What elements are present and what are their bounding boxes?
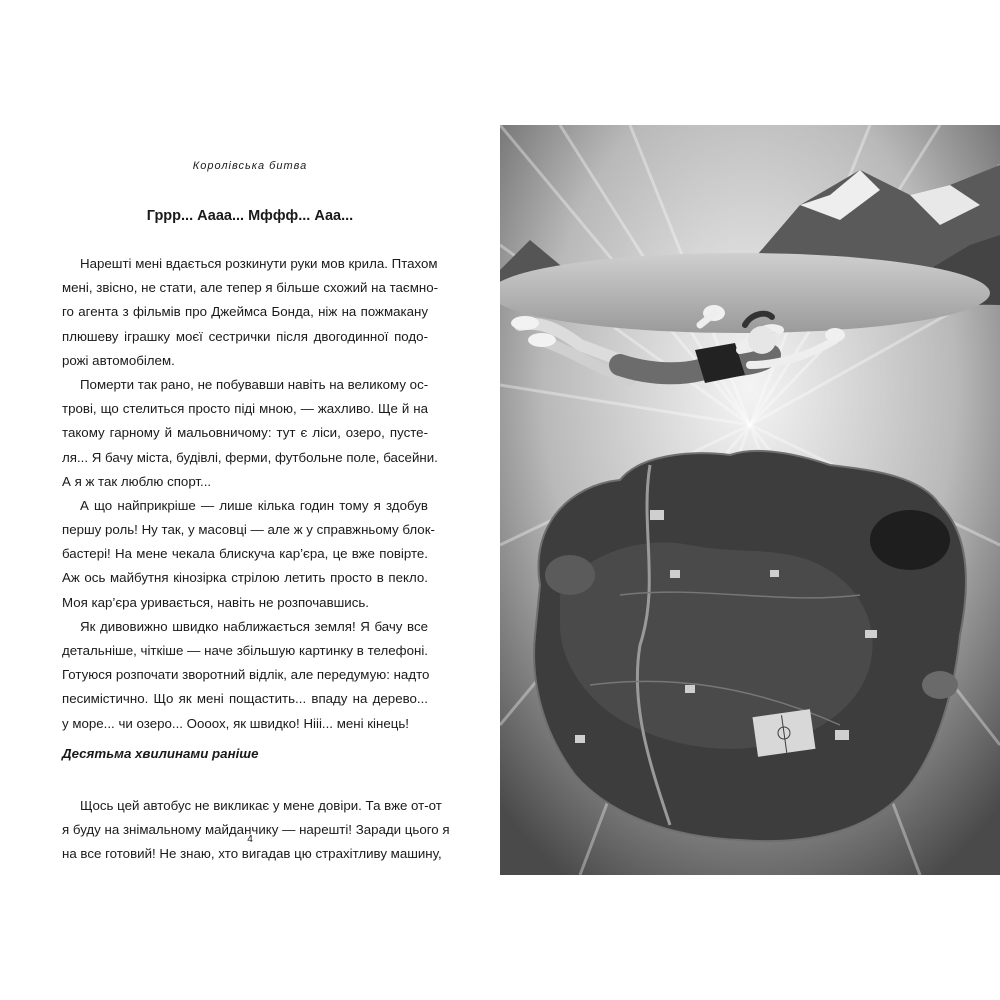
text-line: у море... чи озеро... Оооох, як швидко! Нііі... мені кінець! (62, 715, 409, 731)
text-line: першу роль! Ну так, у масовці — але ж у справжньому блок- (62, 522, 435, 538)
text-line: бастері! На мене чекала блискуча кар’єра, це вже повірте. (62, 546, 428, 562)
island-map (534, 451, 966, 841)
text-line: Моя кар’єра уривається, навіть не розпочавшись. (62, 594, 370, 610)
text-line: Щось цей автобус не викликає у мене довіри. Та вже от-от (80, 797, 442, 813)
paragraph-block (62, 252, 439, 736)
paragraph-block (62, 794, 450, 867)
chapter-title: Гррр... Аааа... Мффф... Ааа... (146, 208, 354, 224)
section-title: Десятьма хвилинами раніше (62, 745, 259, 761)
text-line: на все готовий! Не знаю, хто вигадав цю страхітливу машину, (62, 846, 442, 862)
skydiver-illustration (500, 125, 1000, 875)
text-line: я буду на знімальному майданчику — нарешті! Заради цього я (62, 821, 450, 837)
text-line: мені, звісно, не стати, але тепер я більше схожий на таємно- (62, 280, 439, 296)
text-line: ля... Я бачу міста, будівлі, ферми, футбольне поле, басейни. (62, 449, 438, 465)
text-line: такому гарному й мальовничому: тут є ліси, озеро, пусте- (62, 425, 428, 441)
text-line: А що найприкріше — лише кілька годин тому я здобув (80, 497, 428, 513)
text-line: Аж ось майбутня кінозірка стрілою летить просто в пекло. (62, 570, 428, 586)
text-line: детальніше, чіткіше — наче збільшую картинку в телефоні. (62, 643, 428, 658)
text-line: го агента з фільмів про Джеймса Бонда, ніж на пожмакану (62, 304, 428, 320)
text-line: песимістично. Що як мені пощастить... впаду на дерево... (62, 691, 428, 707)
page-number: 4 (247, 834, 253, 845)
text-line: плюшеву іграшку моєї сестрички після двогодинної подо- (62, 328, 428, 344)
text-line: Як дивовижно швидко наближається земля! Я бачу все (80, 618, 428, 634)
running-head: Королівська битва (192, 160, 308, 172)
text-line: Померти так рано, не побувавши навіть на великому ос- (80, 376, 429, 392)
text-line: Нарешті мені вдається розкинути руки мов крила. Птахом (80, 256, 438, 271)
text-line: Готуюся розпочати зворотний відлік, але передумую: надто (62, 667, 430, 683)
text-line: рожі автомобілем. (62, 352, 175, 368)
text-line: А я ж так люблю спорт... (62, 473, 212, 489)
text-line: трові, що стелиться просто піді мною, — жахливо. Ще й на (62, 401, 428, 417)
body-text (62, 252, 450, 866)
